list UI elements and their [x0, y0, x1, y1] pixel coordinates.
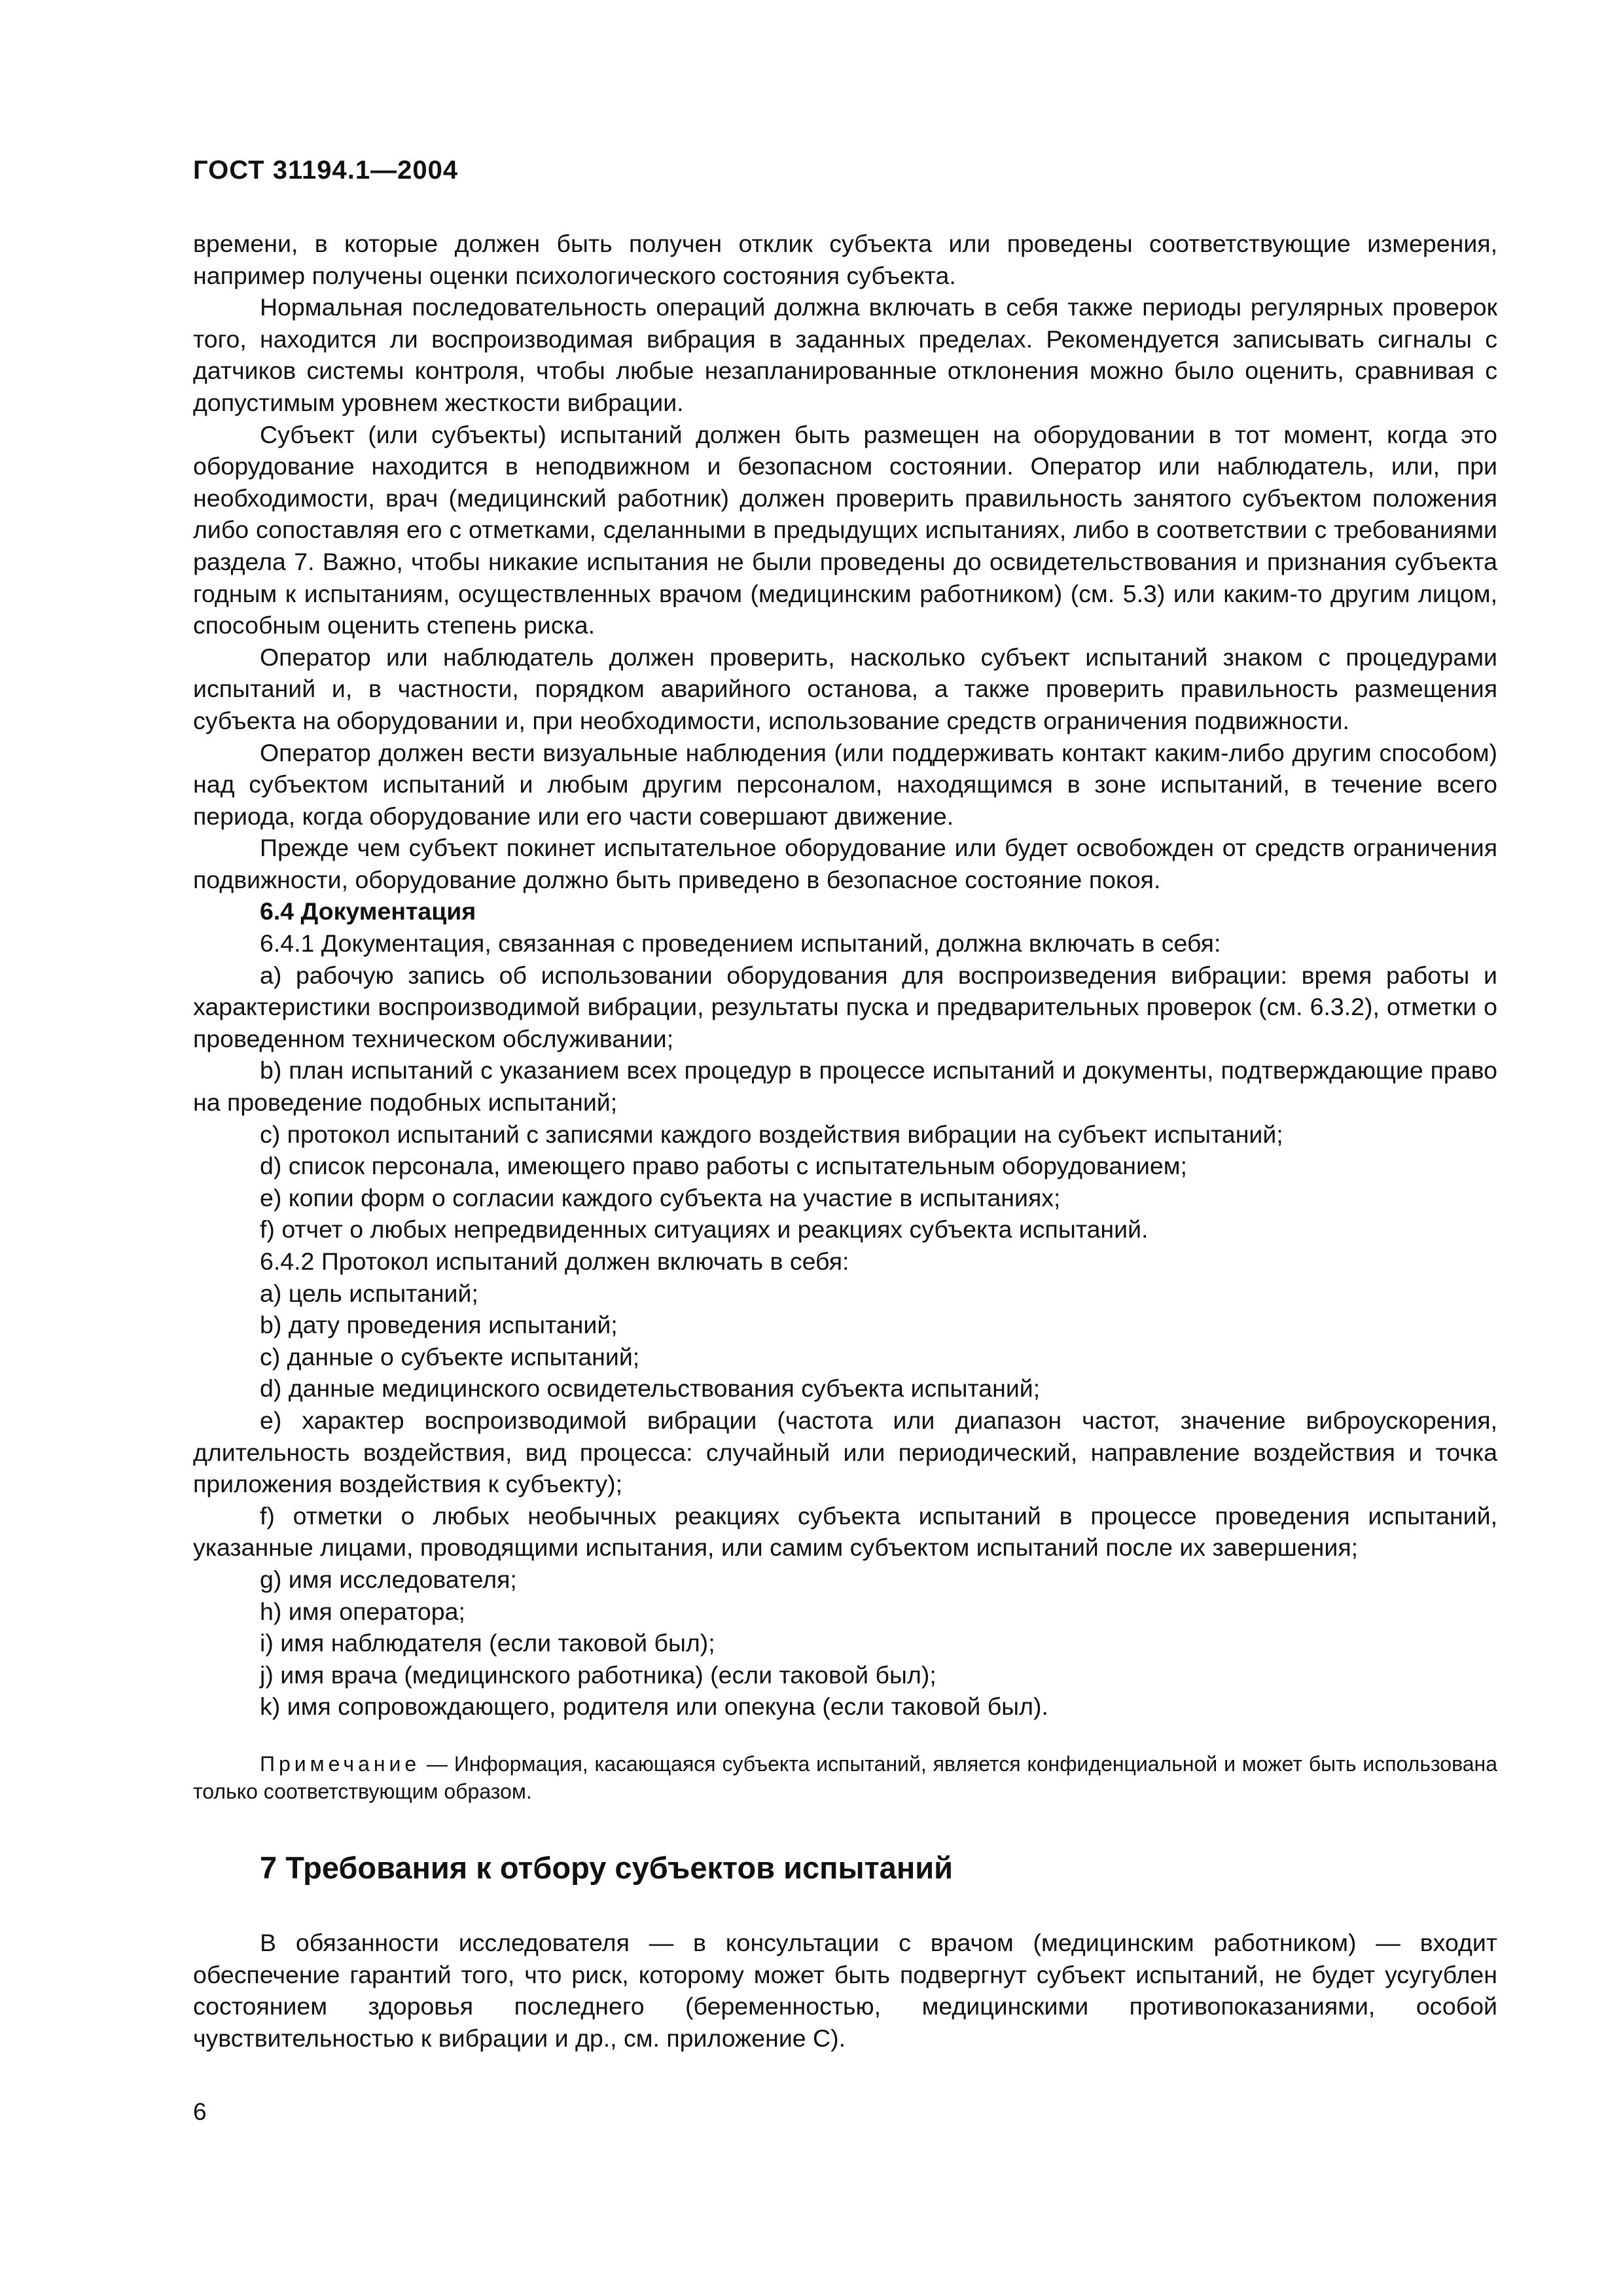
page-number: 6	[193, 2098, 207, 2125]
document-body	[193, 228, 1497, 2054]
paragraph-visual-observation: Оператор должен вести визуальные наблюдения (или поддерживать контакт каким-либо другим способом) над субъектом испытаний и любым другим персоналом, находящимся в зоне испытаний, в течение всего периода, когда оборудование или его части совершают движение.	[193, 738, 1497, 830]
list-item-6-4-1-a: a) рабочую запись об использовании оборудования для воспроизведения вибрации: время работы и характеристики воспроизводимой вибрации, результаты пуска и предварительных проверок (см. 6.3.2), отметки о проведенном техническом обслуживании;	[193, 961, 1497, 1052]
section-heading-7: 7 Требования к отбору субъектов испытаний	[260, 1850, 953, 1885]
clause-6-4-1-intro: 6.4.1 Документация, связанная с проведением испытаний, должна включать в себя:	[260, 929, 1221, 958]
list-item-6-4-1-e: e) копии форм о согласии каждого субъекта на участие в испытаниях;	[260, 1183, 1061, 1211]
note-block	[193, 1750, 1497, 1805]
list-item-6-4-2-b: b) дату проведения испытаний;	[260, 1311, 618, 1339]
list-item-6-4-1-b: b) план испытаний с указанием всех процедур в процессе испытаний и документы, подтверждающие право на проведение подобных испытаний;	[193, 1056, 1497, 1117]
list-item-6-4-1-d: d) список персонала, имеющего право работы с испытательным оборудованием;	[260, 1152, 1187, 1180]
paragraph-subject-placement: Субъект (или субъекты) испытаний должен быть размещен на оборудовании в тот момент, когда это оборудование находится в неподвижном и безопасном состоянии. Оператор или наблюдатель, или, при необходимости, врач (медицинский работник) должен проверить правильность занятого субъектом положения либо сопоставляя его с отметками, сделанными в предыдущих испытаниях, либо в соответствии с требованиями раздела 7. Важно, чтобы никакие испытания не были проведены до освидетельствования и признания субъекта годным к испытаниям, осуществленных врачом (медицинским работником) (см. 5.3) или каким-то другим лицом, способным оценить степень риска.	[193, 420, 1497, 639]
paragraph-sequence-operations: Нормальная последовательность операций должна включать в себя также периоды регулярных проверок того, находится ли воспроизводимая вибрация в заданных пределах. Рекомендуется записывать сигналы с датчиков системы контроля, чтобы любые незапланированные отклонения можно было оценить, сравнивая с допустимым уровнем жесткости вибрации.	[193, 293, 1497, 416]
list-item-6-4-2-d: d) данные медицинского освидетельствования субъекта испытаний;	[260, 1374, 1041, 1403]
list-item-6-4-2-c: c) данные о субъекте испытаний;	[260, 1342, 640, 1371]
list-item-6-4-2-a: a) цель испытаний;	[260, 1279, 478, 1307]
subsection-heading-6-4: 6.4 Документация	[260, 897, 476, 925]
list-item-6-4-2-e: e) характер воспроизводимой вибрации (частота или диапазон частот, значение виброускорения, длительность воздействия, вид процесса: случайный или периодический, направление воздействия и точка приложения воздействия к субъекту);	[193, 1406, 1497, 1498]
note-label: Примечание	[260, 1751, 421, 1776]
paragraph-researcher-duties: В обязанности исследователя — в консультации с врачом (медицинским работником) — входит обеспечение гарантий того, что риск, которому может быть подвергнут субъект испытаний, не будет усугублен состоянием здоровья последнего (беременностью, медицинскими противопоказаниями, особой чувствительностью к вибрации и др., см. приложение С).	[193, 1928, 1497, 2052]
list-item-6-4-1-c: c) протокол испытаний с записями каждого воздействия вибрации на субъект испытаний;	[260, 1120, 1283, 1148]
paragraph-safe-state: Прежде чем субъект покинет испытательное оборудование или будет освобожден от средств ограничения подвижности, оборудование должно быть приведено в безопасное состояние покоя.	[193, 834, 1497, 893]
list-item-6-4-2-i: i) имя наблюдателя (если таковой был);	[260, 1629, 715, 1657]
paragraph-continuation: времени, в которые должен быть получен отклик субъекта или проведены соответствующие измерения, например получены оценки психологического состояния субъекта.	[193, 230, 1497, 289]
note-text: — Информация, касающаяся субъекта испытаний, является конфиденциальной и может быть использована только соответствующим образом.	[193, 1751, 1497, 1803]
list-item-6-4-2-g: g) имя исследователя;	[260, 1565, 517, 1593]
list-item-6-4-2-f: f) отметки о любых необычных реакциях субъекта испытаний в процессе проведения испытаний, указанные лицами, проводящими испытания, или самим субъектом испытаний после их завершения;	[193, 1501, 1497, 1562]
list-item-6-4-2-j: j) имя врача (медицинского работника) (если таковой был);	[260, 1660, 936, 1689]
paragraph-operator-check: Оператор или наблюдатель должен проверить, насколько субъект испытаний знаком с процедурами испытаний и, в частности, порядком аварийного останова, а также проверить правильность размещения субъекта на оборудовании и, при необходимости, использование средств ограничения подвижности.	[193, 643, 1497, 734]
document-header: ГОСТ 31194.1—2004	[193, 156, 459, 185]
clause-6-4-2-intro: 6.4.2 Протокол испытаний должен включать в себя:	[260, 1247, 849, 1275]
list-item-6-4-2-k: k) имя сопровождающего, родителя или опекуна (если таковой был).	[260, 1693, 1048, 1721]
list-item-6-4-1-f: f) отчет о любых непредвиденных ситуациях и реакциях субъекта испытаний.	[260, 1215, 1149, 1244]
list-item-6-4-2-h: h) имя оператора;	[260, 1597, 465, 1625]
